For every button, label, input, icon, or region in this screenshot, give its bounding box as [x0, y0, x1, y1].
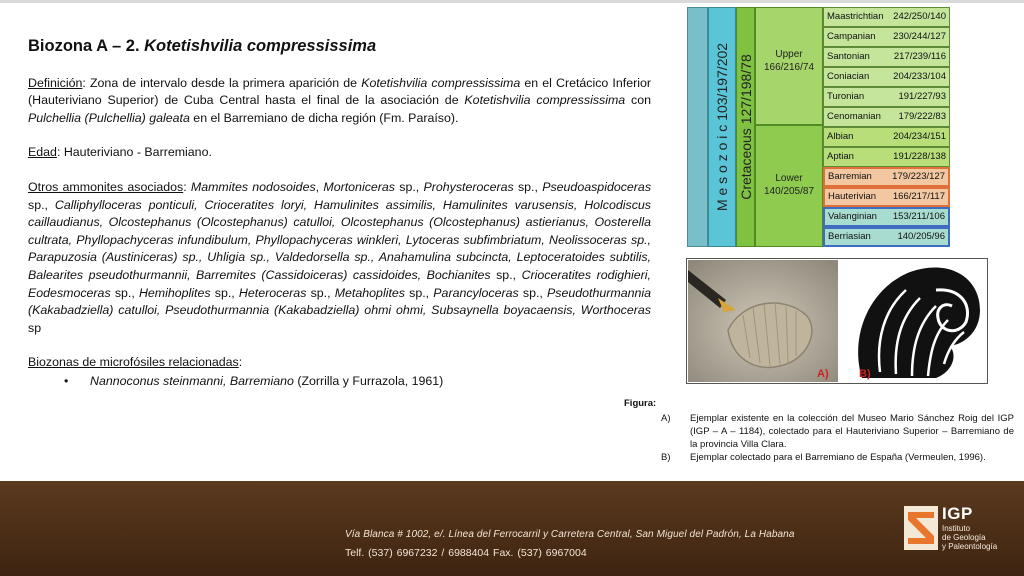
separator: sp.,: [110, 285, 139, 300]
taxon: Mammites nodosoides: [190, 179, 316, 194]
separator: sp.,: [513, 179, 543, 194]
caption-item-a: [624, 412, 1014, 451]
stage-code: 191/227/93: [898, 91, 946, 102]
fossil-photo: [688, 260, 838, 382]
definition-species-2: Kotetishvilia compressissima: [464, 93, 626, 108]
taxon: Hemihoplites: [138, 285, 211, 300]
associated-colon: :: [183, 179, 191, 194]
separator: sp.,: [490, 267, 522, 282]
separator: sp.,: [395, 179, 424, 194]
stage-name: Santonian: [827, 51, 870, 62]
microfossil-label: Biozonas de microfósiles relacionadas: [28, 355, 239, 370]
footer: [0, 481, 1024, 576]
figure-label-a: A): [817, 368, 829, 380]
associated-ammonites-paragraph: [28, 179, 651, 337]
stage-code: 217/239/116: [893, 51, 946, 62]
top-rule: [0, 0, 1024, 3]
epoch-lower-name: Lower: [775, 173, 803, 184]
taxon: Calliphylloceras ponticuli, Crioceratites loryi, Hamulinites assimilis, Hamulinites varusensis, Holcodiscus caillaudianus, Olcostephanus (Olcostephanus) catulloi, Olcostephanus (Olcostephanus) astierianus, Oosterella cultrata, Phyllopachyceras infundibulum, Phyllopachyceras winkleri, Lytoceras subfimbriatum, Neolissoceras sp., Parapuzosia (Austiniceras) sp., Uhligia sp., Valdedorsella sp., Anahamulina subcincta, Leptoceratoides subtilis, Balearites pseudothurmannii, Barremites (Cassidoiceras) cassidoides, Bochianites: [28, 197, 651, 282]
taxon: Mortoniceras: [323, 179, 395, 194]
taxon: Pseudothurmannia (Kakabadziella) catulloi, Pseudothurmannia (Kakabadziella) ohmi ohmi, Subsaynella boyacaensis, Worthoceras: [28, 285, 652, 318]
era-column: [687, 7, 708, 247]
footer-phone: Telf. (537) 6967232 / 6988404 Fax. (537) 6967004: [345, 547, 587, 559]
caption-key-a: A): [661, 413, 671, 424]
figure-caption: [624, 397, 1014, 464]
ammonite-drawing-graphic: [840, 260, 987, 382]
stage-code: 179/222/83: [898, 111, 946, 122]
epoch-lower-code: 140/205/87: [763, 186, 815, 197]
cretaceous-column: [736, 7, 755, 247]
stage-code: 242/250/140: [893, 11, 946, 22]
stage-name: Cenomanian: [827, 111, 881, 122]
epoch-upper-name: Upper: [775, 49, 803, 60]
taxon: Metahoplites: [334, 285, 405, 300]
logo-sub-line: Instituto: [942, 524, 971, 533]
title-species: Kotetishvilia compressissima: [144, 37, 377, 55]
stage-code: 179/223/127: [892, 171, 945, 182]
epoch-lower: [755, 125, 823, 247]
stage-name: Barremian: [828, 171, 872, 182]
microfossil-heading: [28, 354, 651, 372]
caption-item-b: [624, 451, 1014, 464]
definition-paragraph: [28, 75, 651, 128]
definition-text-3: con: [625, 93, 651, 108]
stage-valanginian: [823, 207, 950, 227]
epoch-upper: [755, 7, 823, 125]
taxon: Crioceratites rodighieri, Eodesmoceras: [28, 267, 651, 300]
list-item: [64, 373, 651, 391]
figure-panel: [686, 258, 988, 384]
definition-species-3: Pulchellia (Pulchellia) galeata: [28, 110, 190, 125]
stage-name: Campanian: [827, 31, 876, 42]
stage-barremian: [823, 167, 950, 187]
stage-code: 191/228/138: [893, 151, 946, 162]
taxon: Pseudoaspidoceras: [542, 179, 652, 194]
figure-label-b: B): [859, 368, 871, 380]
separator: sp.,: [210, 285, 239, 300]
stage-name: Coniacian: [827, 71, 870, 82]
stage-berriasian: [823, 227, 950, 247]
stage-aptian: [823, 147, 950, 167]
mesozoic-column: [708, 7, 736, 247]
stage-name: Berriasian: [828, 231, 871, 242]
definition-species-1: Kotetishvilia compressissima: [361, 75, 521, 90]
stage-turonian: [823, 87, 950, 107]
separator: sp.,: [404, 285, 434, 300]
caption-text-a: Ejemplar existente en la colección del Museo Mario Sánchez Roig del IGP (IGP – A – 1184), colectado para el Hauteriviano Superior – Barremiano de la provincia Villa Clara.: [690, 413, 1014, 450]
fossil-drawing: [840, 260, 987, 382]
stage-albian: [823, 127, 950, 147]
logo-sub-line: de Geología: [942, 533, 986, 542]
age-label: Edad: [28, 145, 57, 160]
igp-logo-icon: [904, 506, 938, 550]
stage-name: Hauterivian: [828, 191, 877, 202]
stage-code: 204/233/104: [893, 71, 946, 82]
logo-subtitle: [942, 524, 997, 551]
microfossil-species: Nannoconus steinmanni, Barremiano: [90, 373, 294, 388]
stage-campanian: [823, 27, 950, 47]
stage-name: Maastrichtian: [827, 11, 884, 22]
caption-key-b: B): [661, 452, 671, 463]
taxon: Prohysteroceras: [423, 179, 514, 194]
caption-text-b: Ejemplar colectado para el Barremiano de España (Vermeulen, 1996).: [690, 452, 986, 463]
bullet-icon: •: [64, 373, 69, 388]
main-text: [28, 38, 651, 391]
microfossil-list: [64, 373, 651, 391]
definition-text-4: en el Barremiano de dicha región (Fm. Paraíso).: [189, 110, 459, 125]
stage-name: Aptian: [827, 151, 854, 162]
logo-sub-line: y Paleontología: [942, 542, 998, 551]
definition-text-2: en el Cretácico Inferior (Hauteriviano Superior) de Cuba Central hasta el final de la asociación de: [28, 75, 651, 108]
stage-code: 153/211/106: [892, 211, 945, 222]
stage-maastrichtian: [823, 7, 950, 27]
definition-label: Definición: [28, 75, 83, 90]
stage-name: Valanginian: [828, 211, 877, 222]
stage-code: 166/217/117: [892, 191, 945, 202]
page-title: [28, 38, 651, 56]
separator: sp.,: [306, 285, 335, 300]
separator: sp: [28, 320, 42, 335]
stage-name: Albian: [827, 131, 854, 142]
stage-name: Turonian: [827, 91, 865, 102]
stratigraphic-table: [687, 7, 950, 247]
stage-coniacian: [823, 67, 950, 87]
age-paragraph: [28, 144, 651, 162]
epoch-upper-code: 166/216/74: [763, 62, 815, 73]
taxon: Parancyloceras: [433, 285, 519, 300]
taxon: Heteroceras: [238, 285, 307, 300]
mesozoic-label: M e s o z o i c 103/197/202: [714, 42, 730, 212]
logo-name: IGP: [942, 504, 973, 523]
footer-address: Vía Blanca # 1002, e/. Línea del Ferrocarril y Carretera Central, San Miguel del Padrón, La Habana: [345, 529, 795, 540]
age-text: : Hauteriviano - Barremiano.: [56, 145, 212, 160]
associated-label: Otros ammonites asociados: [28, 179, 184, 194]
igp-logo: [904, 504, 1014, 554]
microfossil-reference: (Zorrilla y Furrazola, 1961): [293, 373, 444, 388]
stage-cenomanian: [823, 107, 950, 127]
stage-hauterivian: [823, 187, 950, 207]
microfossil-colon: :: [238, 355, 243, 370]
title-prefix: Biozona A – 2.: [28, 37, 145, 55]
separator: ,: [315, 179, 324, 194]
separator: sp.,: [28, 197, 55, 212]
cretaceous-label: Cretaceous 127/198/78: [737, 54, 754, 200]
stage-code: 204/234/151: [893, 131, 946, 142]
fossil-photo-graphic: [688, 260, 838, 382]
caption-title: Figura:: [624, 398, 657, 409]
separator: sp.,: [518, 285, 548, 300]
stage-code: 230/244/127: [893, 31, 946, 42]
stage-santonian: [823, 47, 950, 67]
stage-code: 140/205/96: [897, 231, 945, 242]
definition-text-1: : Zona de intervalo desde la primera aparición de: [82, 75, 362, 90]
